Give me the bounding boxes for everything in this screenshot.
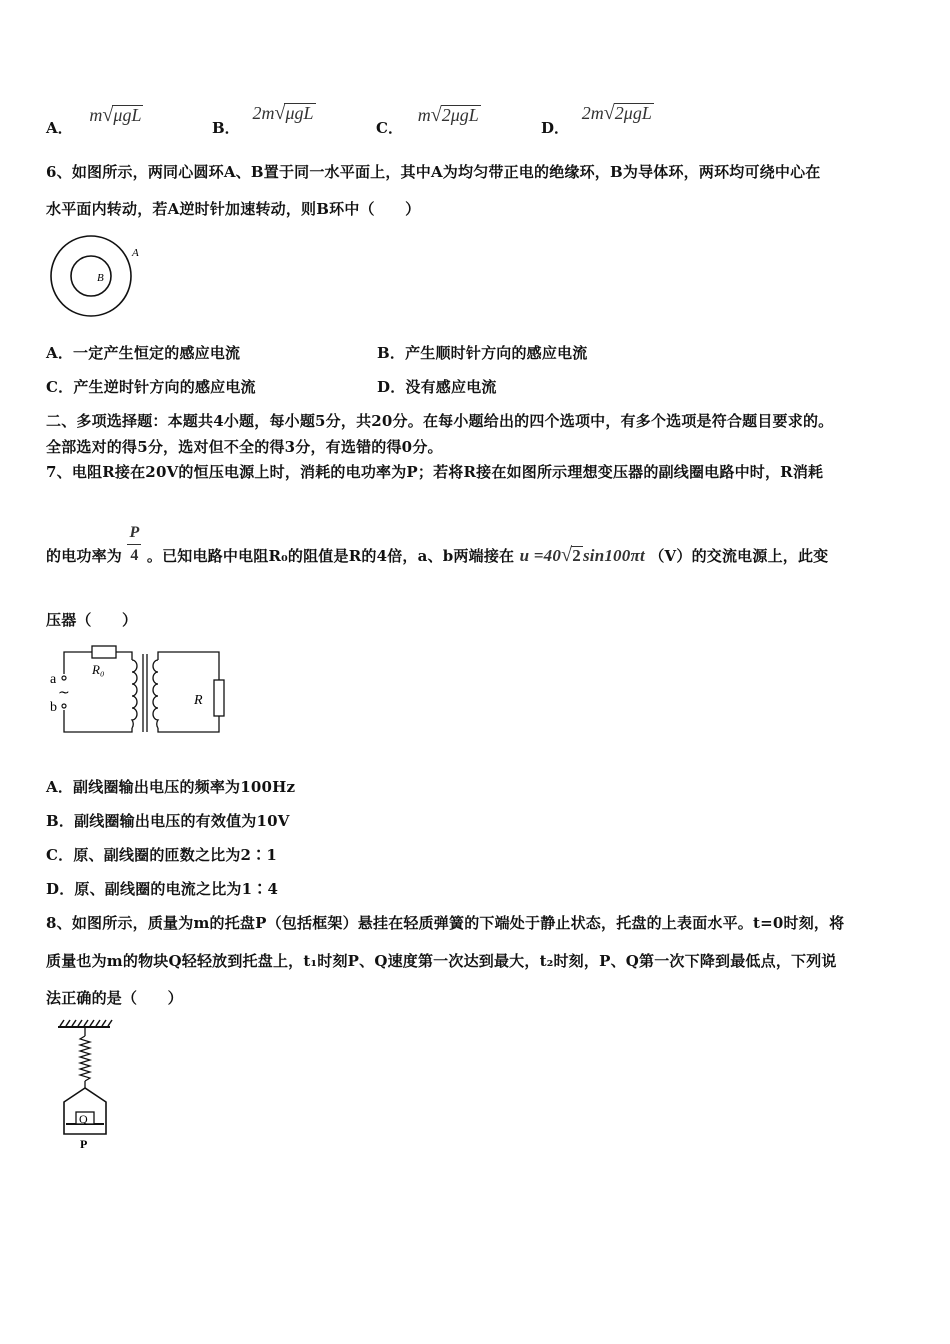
q7-voltage-formula	[519, 543, 650, 566]
q6-option-c: C．产生逆时针方向的感应电流	[46, 378, 256, 396]
q7-transformer-figure	[46, 642, 236, 742]
resistor-r	[214, 680, 224, 716]
resistor-r0	[92, 646, 116, 658]
section2-line2: 全部选对的得5分，选对但不全的得3分，有选错的得0分。	[46, 438, 443, 456]
q7-stem-line1: 7、电阻R接在20V的恒压电源上时，消耗的电功率为P；若将R接在如图所示理想变压器的副线圈电路中时，R消耗	[46, 463, 824, 481]
sqrt-sign: √	[274, 102, 286, 124]
q5-option-c	[376, 104, 481, 137]
q6-option-b: B．产生顺时针方向的感应电流	[377, 344, 588, 362]
q7-option-c: C．原、副线圈的匝数之比为2∶1	[46, 846, 278, 864]
q5-option-c-coef: m	[417, 105, 431, 125]
terminal-b	[62, 704, 66, 708]
q7-stem-line2-post: （V）的交流电源上，此变	[649, 546, 829, 565]
q5-option-d-letter: D．	[541, 119, 570, 137]
sqrt-sign: √	[561, 543, 573, 566]
q7-option-d: D．原、副线圈的电流之比为1∶4	[46, 880, 279, 898]
secondary-wire	[158, 652, 219, 732]
q5-option-d-coef: 2m	[581, 103, 604, 123]
q5-option-b-letter: B．	[212, 119, 240, 137]
q5-option-b-formula	[252, 103, 315, 123]
q7-stem-line2-mid: 。已知电路中电阻R₀的阻值是R的4倍，a、b两端接在	[146, 546, 515, 565]
q7-power-fraction	[127, 522, 141, 567]
label-a: a	[50, 672, 57, 687]
q5-option-d	[541, 102, 654, 137]
formula-radicand: 2	[572, 545, 581, 565]
q5-option-c-radicand: 2μgL	[441, 105, 479, 125]
q5-option-a-radicand: μgL	[113, 105, 142, 125]
q5-option-b-radicand: μgL	[285, 103, 314, 123]
q5-option-d-formula	[582, 103, 654, 123]
q5-option-a	[46, 104, 143, 137]
section2-line1: 二、多项选择题：本题共4小题，每小题5分，共20分。在每小题给出的四个选项中，有多个选项是符合题目要求的。	[46, 412, 834, 430]
primary-coil	[132, 660, 137, 728]
q8-stem-line3: 法正确的是（ ）	[46, 989, 183, 1007]
ceiling-hatch	[60, 1020, 112, 1026]
q7-stem-line2-pre: 的电功率为	[46, 546, 123, 565]
label-b: B	[97, 272, 104, 284]
spring-coil	[80, 1036, 90, 1081]
q8-stem-line1: 8、如图所示，质量为m的托盘P（包括框架）悬挂在轻质弹簧的下端处于静止状态，托盘的上表面水平。t=0时刻，将	[46, 914, 845, 932]
label-r: R	[194, 693, 203, 708]
sqrt-sign: √	[102, 104, 114, 126]
label-p: P	[80, 1137, 88, 1151]
q6-option-a: A．一定产生恒定的感应电流	[46, 344, 241, 362]
formula-post: sin100πt	[582, 545, 645, 565]
q5-option-a-coef: m	[89, 105, 103, 125]
q6-stem-line2: 水平面内转动，若A逆时针加速转动，则B环中（ ）	[46, 200, 421, 218]
q5-option-b	[212, 102, 316, 137]
q7-option-a: A．副线圈输出电压的频率为100Hz	[46, 778, 296, 796]
terminal-a	[62, 676, 66, 680]
label-q: Q	[79, 1112, 88, 1126]
label-r0: R₀	[92, 662, 105, 677]
q8-spring-tray-figure	[52, 1018, 122, 1153]
q5-option-b-coef: 2m	[252, 103, 275, 123]
formula-pre: u =40	[519, 545, 562, 565]
q7-stem-line2	[46, 522, 828, 567]
fraction-denominator: 4	[130, 547, 139, 564]
tray-frame	[64, 1088, 106, 1134]
q6-stem-line1: 6、如图所示，两同心圆环A、B置于同一水平面上，其中A为均匀带正电的绝缘环，B为导体环，两环均可绕中心在	[46, 163, 821, 181]
sqrt-sign: √	[430, 104, 442, 126]
ac-source-tilde: ~	[58, 685, 70, 701]
sqrt-sign: √	[603, 102, 615, 124]
q5-option-d-radicand: 2μgL	[614, 103, 652, 123]
q6-ring-figure	[46, 232, 146, 322]
q5-option-a-formula	[89, 105, 143, 125]
inner-ring-b	[71, 256, 111, 296]
q8-stem-line2: 质量也为m的物块Q轻轻放到托盘上，t₁时刻P、Q速度第一次达到最大，t₂时刻，P、Q第一次下降到最低点，下列说	[46, 952, 837, 970]
fraction-numerator: P	[127, 522, 141, 545]
outer-ring-a	[51, 236, 131, 316]
label-a: A	[132, 247, 139, 259]
q6-option-d: D．没有感应电流	[377, 378, 497, 396]
label-b: b	[50, 700, 57, 715]
q5-option-a-letter: A．	[46, 119, 73, 137]
q5-option-c-formula	[418, 105, 481, 125]
q7-option-b: B．副线圈输出电压的有效值为10V	[46, 812, 290, 830]
q7-stem-line3: 压器（ ）	[46, 611, 138, 629]
secondary-coil	[153, 660, 158, 728]
q5-option-c-letter: C．	[376, 119, 403, 137]
